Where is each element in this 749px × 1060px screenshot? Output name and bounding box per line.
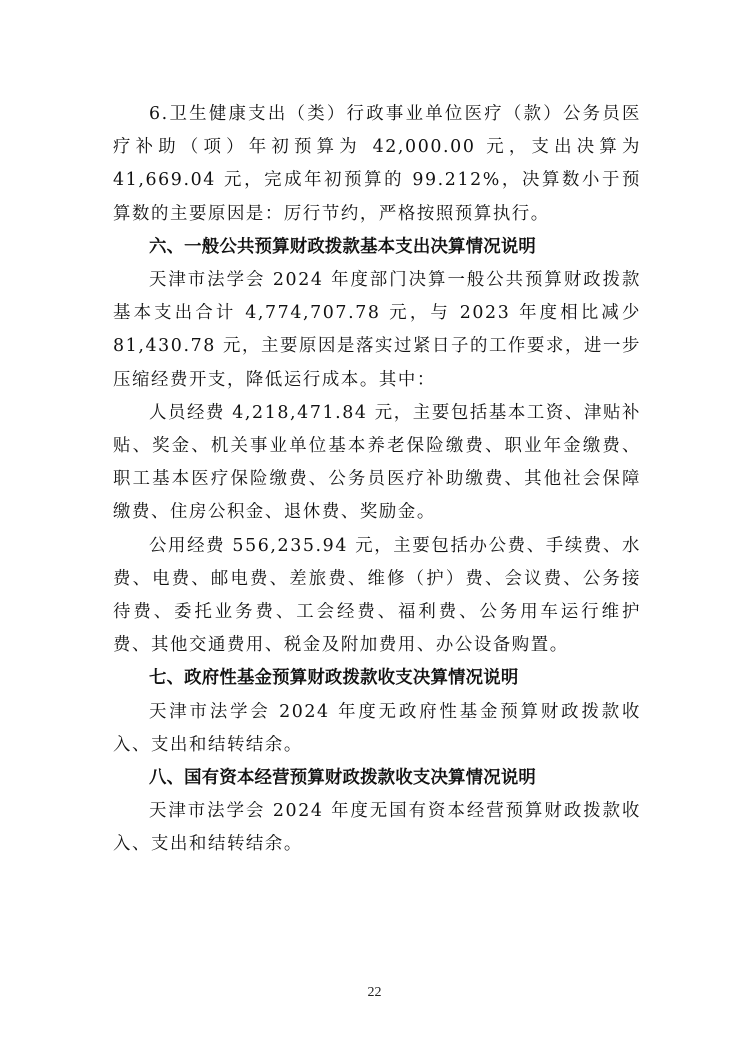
- paragraph-public-expenses: 公用经费 556,235.94 元，主要包括办公费、手续费、水费、电费、邮电费、差旅费、维修（护）费、会议费、公务接待费、委托业务费、工会经费、福利费、公务用车运行维护费、其他交通费用、税金及附加费用、办公设备购置。: [113, 535, 641, 656]
- paragraph-personnel-expenses: 人员经费 4,218,471.84 元，主要包括基本工资、津贴补贴、奖金、机关事业单位基本养老保险缴费、职业年金缴费、职工基本医疗保险缴费、公务员医疗补助缴费、其他社会保障缴费、住房公积金、退休费、奖励金。: [113, 402, 641, 523]
- paragraph-medical-subsidy: 6.卫生健康支出（类）行政事业单位医疗（款）公务员医疗补助（项）年初预算为 42,000.00 元，支出决算为 41,669.04 元，完成年初预算的 99.212%，决算数小于预算数的主要原因是：厉行节约，严格按照预算执行。: [113, 104, 641, 224]
- paragraph-state-capital: 天津市法学会 2024 年度无国有资本经营预算财政拨款收入、支出和结转结余。: [113, 801, 641, 855]
- paragraph-basic-expenditure: 天津市法学会 2024 年度部门决算一般公共预算财政拨款基本支出合计 4,774,707.78 元，与 2023 年度相比减少 81,430.78 元，主要原因是落实过紧日子的工作要求，进一步压缩经费开支，降低运行成本。其中：: [113, 270, 641, 390]
- heading-section-6: 六、一般公共预算财政拨款基本支出决算情况说明: [149, 236, 536, 257]
- heading-section-7: 七、政府性基金预算财政拨款收支决算情况说明: [149, 668, 519, 689]
- heading-section-8: 八、国有资本经营预算财政拨款收支决算情况说明: [149, 768, 536, 789]
- document-page: [113, 98, 641, 862]
- paragraph-government-fund: 天津市法学会 2024 年度无政府性基金预算财政拨款收入、支出和结转结余。: [113, 701, 641, 755]
- page-number: 22: [367, 985, 382, 1000]
